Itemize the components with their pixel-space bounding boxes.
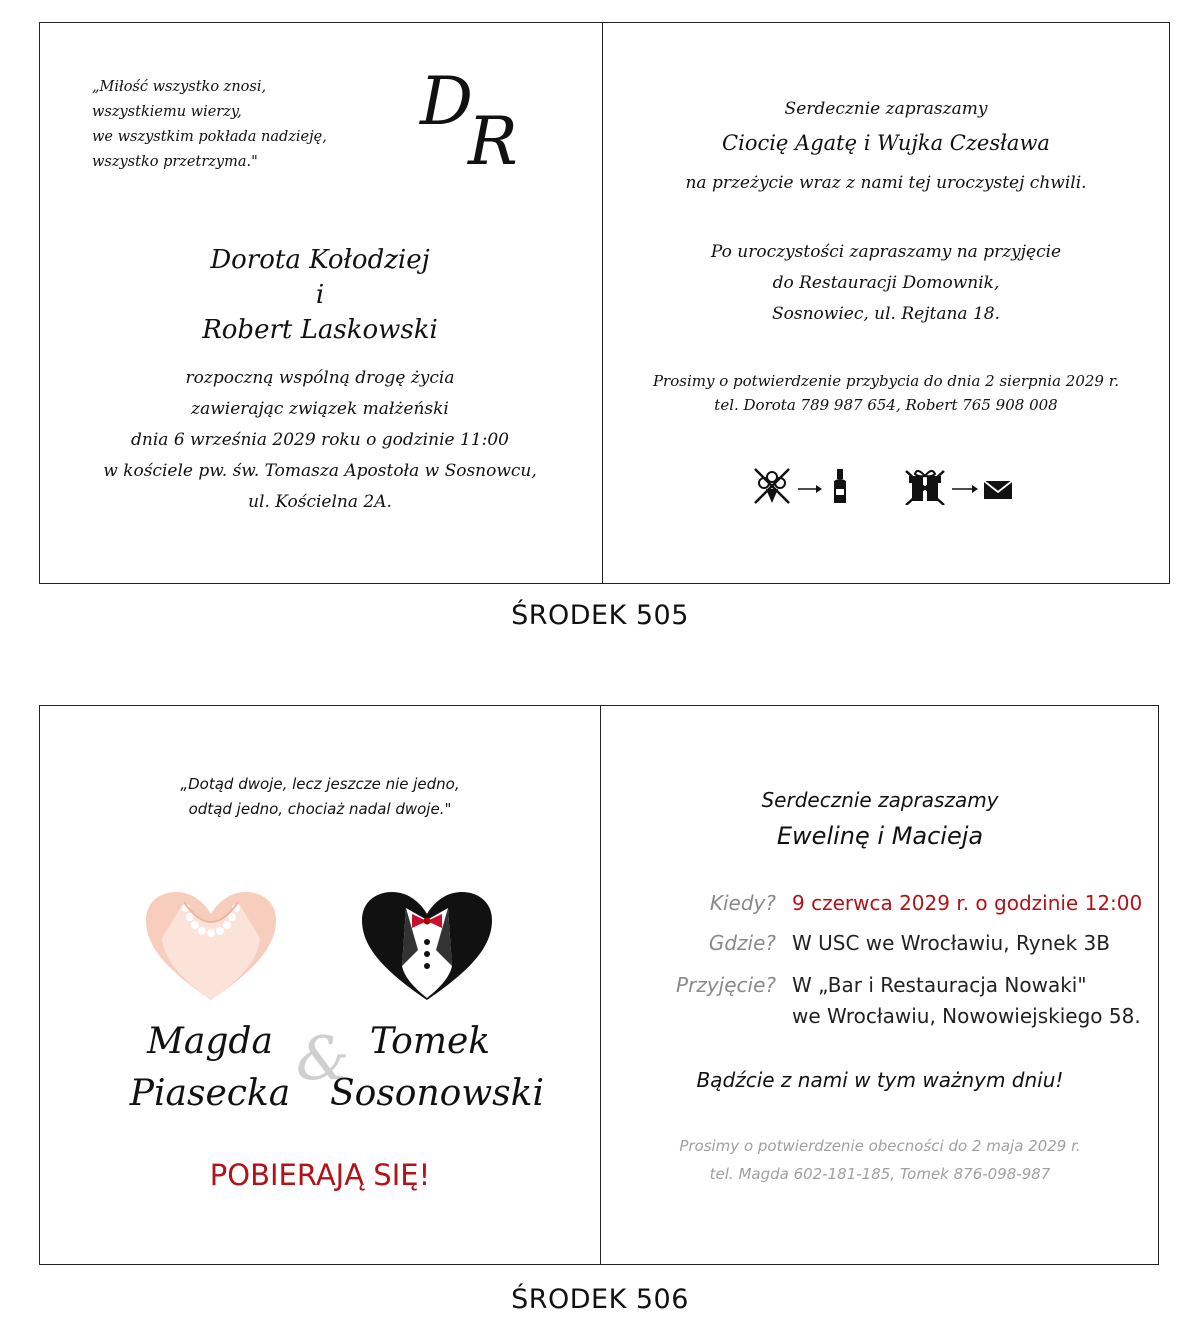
where-label: Gdzie? — [708, 931, 776, 955]
bride-name — [110, 1016, 310, 1120]
quote-line: „Dotąd dwoje, lecz jeszcze nie jedno, — [180, 775, 460, 793]
quote-line: „Miłość wszystko znosi, — [92, 79, 267, 95]
love-quote — [40, 772, 600, 822]
reception-line: Po uroczystości zapraszamy na przyjęcie — [710, 242, 1062, 262]
reception-value-line: we Wrocławiu, Nowowiejskiego 58. — [792, 1004, 1141, 1028]
groom-name — [330, 1016, 544, 1120]
quote-line: odtąd jedno, chociaż nadal dwoje." — [188, 800, 452, 818]
caption-506: ŚRODEK 506 — [511, 1284, 689, 1315]
details-line: w kościele pw. św. Tomasza Apostoła w Sosnowcu, — [103, 461, 537, 481]
where-row — [600, 928, 1160, 958]
monogram-letter-d: D — [420, 63, 473, 140]
details-line: ul. Kościelna 2A. — [248, 492, 392, 512]
reception-line: Sosnowiec, ul. Rejtana 18. — [772, 304, 1000, 324]
arrow-icon — [798, 485, 822, 493]
invite-heading: Serdecznie zapraszamy — [784, 99, 988, 119]
groom-tuxedo-heart-icon — [360, 890, 494, 1006]
invitation-card-505 — [39, 22, 1170, 584]
arrow-icon — [952, 485, 978, 493]
bride-first-name: Magda — [147, 1021, 273, 1062]
quote-line: wszystkiemu wierzy, — [92, 104, 242, 120]
ceremony-details — [40, 363, 600, 518]
invitation-card-506 — [39, 705, 1159, 1265]
rsvp-info — [600, 1132, 1160, 1188]
quote-line: wszystko przetrzyma." — [92, 154, 258, 170]
headline: POBIERAJĄ SIĘ! — [209, 1158, 431, 1192]
bride-dress-heart-icon — [144, 890, 278, 1006]
when-row — [600, 888, 1160, 918]
bride-name: Dorota Kołodziej — [210, 245, 430, 275]
bride-last-name: Piasecka — [129, 1073, 291, 1114]
couple-names — [40, 243, 600, 348]
quote-line: we wszystkim pokłada nadzieję, — [92, 129, 327, 145]
details-line: rozpoczną wspólną drogę życia — [185, 368, 455, 388]
when-label: Kiedy? — [709, 891, 776, 915]
rsvp-line: Prosimy o potwierdzenie przybycia do dnia 2 sierpnia 2029 r. — [652, 372, 1120, 390]
caption-505: ŚRODEK 505 — [511, 600, 689, 631]
reception-row — [600, 970, 1160, 1034]
reception-label: Przyjęcie? — [676, 973, 776, 997]
gift-wish-icons — [752, 465, 1052, 509]
together-line: Bądźcie z nami w tym ważnym dniu! — [696, 1068, 1064, 1092]
monogram-letter-r: R — [468, 103, 518, 180]
conjunction: i — [315, 280, 325, 310]
groom-last-name: Sosonowski — [330, 1073, 544, 1114]
groom-first-name: Tomek — [369, 1021, 491, 1062]
rsvp-line: tel. Magda 602-181-185, Tomek 876-098-987 — [709, 1165, 1051, 1183]
rsvp-line: Prosimy o potwierdzenie obecności do 2 maja 2029 r. — [679, 1137, 1081, 1155]
reception-info — [602, 237, 1170, 330]
invite-text: na przeżycie wraz z nami tej uroczystej chwili. — [685, 173, 1087, 193]
no-flowers-icon — [755, 469, 789, 503]
no-gift-icon — [906, 471, 944, 505]
reception-value-line: W „Bar i Restauracja Nowaki" — [792, 973, 1087, 997]
ampersand: & — [296, 1024, 350, 1094]
reception-line: do Restauracji Domownik, — [772, 273, 1000, 293]
rsvp-info — [602, 369, 1170, 417]
where-value: W USC we Wrocławiu, Rynek 3B — [792, 931, 1110, 955]
details-line: zawierając związek małżeński — [191, 399, 449, 419]
love-quote — [92, 75, 327, 175]
details-line: dnia 6 września 2029 roku o godzinie 11:00 — [131, 430, 509, 450]
rsvp-line: tel. Dorota 789 987 654, Robert 765 908 008 — [714, 396, 1058, 414]
when-value: 9 czerwca 2029 r. o godzinie 12:00 — [792, 891, 1143, 915]
monogram — [412, 63, 562, 187]
invite-heading: Serdecznie zapraszamy — [761, 788, 999, 812]
guest-names: Ciocię Agatę i Wujka Czesława — [722, 131, 1050, 155]
groom-name: Robert Laskowski — [202, 315, 438, 345]
guest-names: Ewelinę i Macieja — [776, 822, 984, 850]
wine-bottle-icon — [834, 469, 846, 503]
envelope-icon — [984, 481, 1012, 499]
